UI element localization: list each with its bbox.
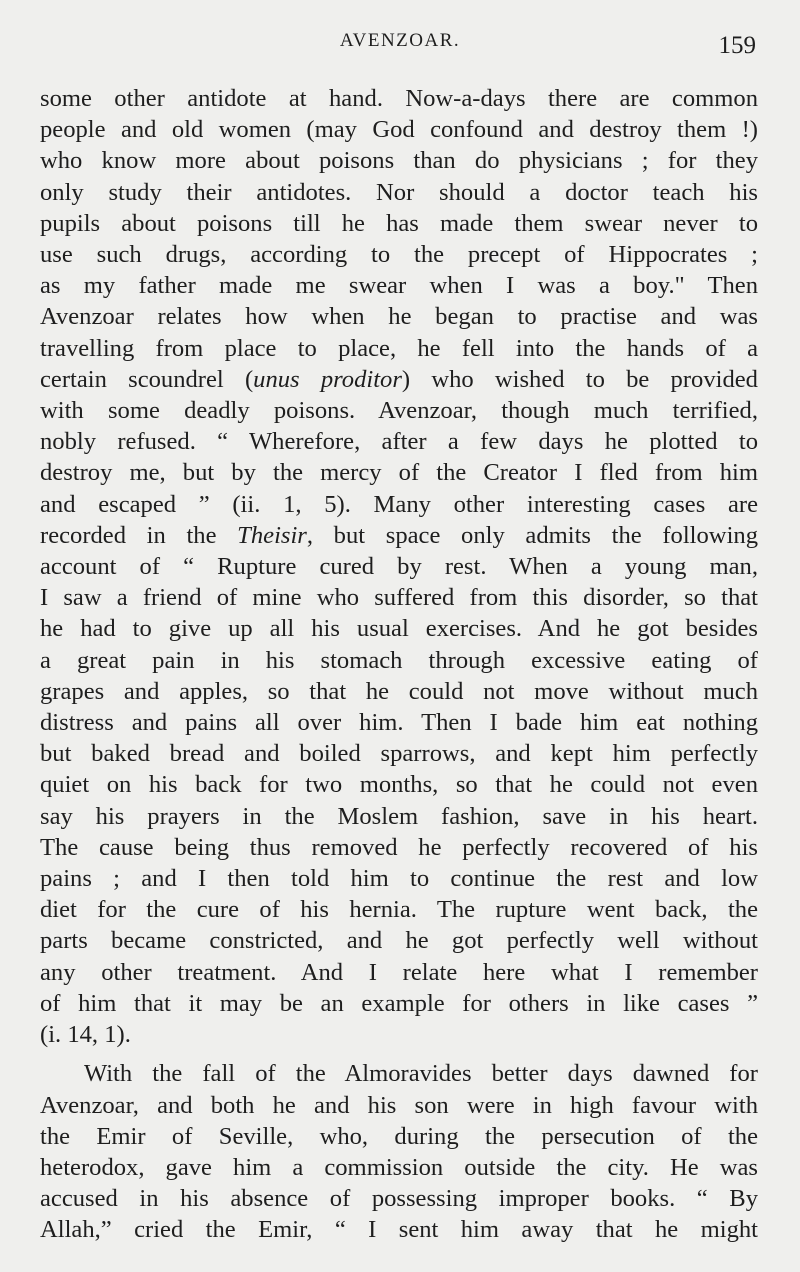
text-line: some other antidote at hand. Now-a-days there are common	[40, 85, 758, 112]
page-body	[40, 83, 758, 1246]
text-line	[40, 364, 758, 395]
text-line: and escaped ” (ii. 1, 5). Many other interesting cases are	[40, 490, 758, 518]
book-title: Theisir	[237, 521, 307, 549]
text-line: parts became constricted, and he got perfectly well without	[40, 927, 758, 955]
text-line: Avenzoar relates how when he began to practise and was	[40, 303, 758, 331]
text-line: but baked bread and boiled sparrows, and kept him perfectly	[40, 740, 758, 768]
text-line: as my father made me swear when I was a boy." Then	[40, 272, 758, 300]
page-number: 159	[718, 32, 756, 59]
text-line: pupils about poisons till he has made them swear never to	[40, 209, 758, 237]
text-line: who know more about poisons than do physicians ; for they	[40, 147, 758, 175]
text-line: The cause being thus removed he perfectly recovered of his	[40, 833, 758, 861]
text-line: (i. 14, 1).	[40, 1021, 131, 1049]
text-line: heterodox, gave him a commission outside the city. He was	[40, 1153, 758, 1181]
text-line	[40, 520, 758, 551]
text-line: travelling from place to place, he fell into the hands of a	[40, 334, 758, 362]
text-line: diet for the cure of his hernia. The rupture went back, the	[40, 896, 758, 924]
text-line: pains ; and I then told him to continue the rest and low	[40, 865, 758, 893]
text-line: distress and pains all over him. Then I bade him eat nothing	[40, 709, 758, 737]
text-fragment: certain scoundrel (	[40, 365, 254, 393]
text-fragment: ) who wished to be provided	[401, 365, 758, 393]
text-fragment: , but space only admits the following	[306, 521, 758, 549]
text-line: any other treatment. And I relate here what I remember	[40, 958, 758, 986]
text-line: destroy me, but by the mercy of the Creator I fled from him	[40, 459, 758, 487]
text-line: with some deadly poisons. Avenzoar, though much terrified,	[40, 397, 758, 425]
text-line: use such drugs, according to the precept of Hippocrates ;	[40, 241, 758, 269]
text-line: people and old women (may God confound and destroy them !)	[40, 116, 758, 144]
text-line: With the fall of the Almoravides better days dawned for	[84, 1060, 758, 1088]
text-fragment: recorded in the	[40, 521, 238, 549]
text-line: of him that it may be an example for others in like cases ”	[40, 989, 758, 1017]
text-line: I saw a friend of mine who suffered from this disorder, so that	[40, 584, 758, 612]
text-line: the Emir of Seville, who, during the persecution of the	[40, 1122, 758, 1150]
paragraph-1	[40, 83, 758, 1050]
paragraph-2	[40, 1058, 758, 1245]
page-header	[40, 30, 760, 64]
text-line: he had to give up all his usual exercises. And he got besides	[40, 615, 758, 643]
text-line: say his prayers in the Moslem fashion, save in his heart.	[40, 802, 758, 830]
text-line: nobly refused. “ Wherefore, after a few days he plotted to	[40, 428, 758, 456]
text-line: account of “ Rupture cured by rest. When a young man,	[40, 553, 758, 581]
text-line: accused in his absence of possessing improper books. “ By	[40, 1185, 758, 1213]
text-line: only study their antidotes. Nor should a doctor teach his	[40, 178, 758, 206]
latin-phrase: unus proditor	[253, 365, 402, 393]
text-line: Allah,” cried the Emir, “ I sent him away that he might	[40, 1216, 758, 1244]
text-line: grapes and apples, so that he could not move without much	[40, 677, 758, 705]
text-line: Avenzoar, and both he and his son were in high favour with	[40, 1091, 758, 1119]
text-line: a great pain in his stomach through excessive eating of	[40, 646, 758, 674]
text-line: quiet on his back for two months, so that he could not even	[40, 771, 758, 799]
running-title: AVENZOAR.	[339, 30, 461, 51]
